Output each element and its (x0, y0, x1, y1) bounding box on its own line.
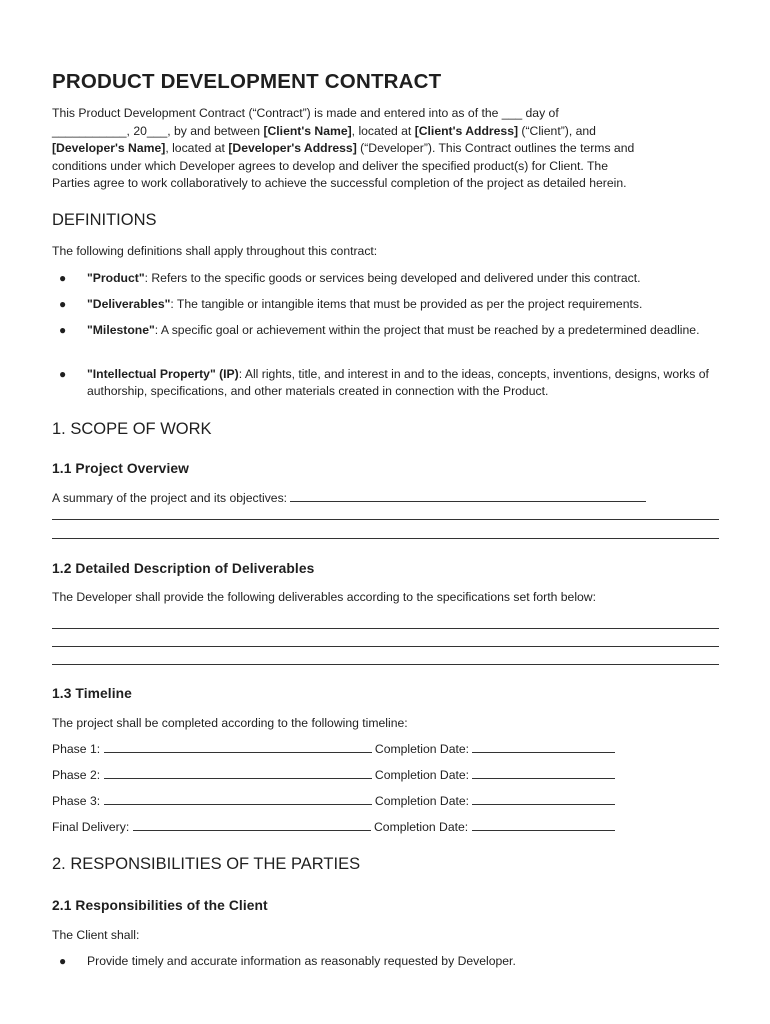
timeline-row-final-delivery: Final Delivery: Completion Date: (52, 819, 615, 834)
scope-heading: 1. SCOPE OF WORK (52, 420, 212, 438)
phase-1-date-field[interactable] (472, 741, 615, 753)
timeline-heading: 1.3 Timeline (52, 686, 132, 701)
intro-line-1: This Product Development Contract (“Contract”) is made and entered into as of the ___ day of (52, 106, 559, 120)
timeline-row-phase-3: Phase 3: Completion Date: (52, 793, 615, 808)
final-delivery-date-field[interactable] (472, 819, 615, 831)
timeline-row-phase-1: Phase 1: Completion Date: (52, 741, 615, 756)
bullet-icon: ● (59, 271, 67, 285)
intro-line-2: ___________, 20___, by and between [Client's Name], located at [Client's Address] (“Client”), and (52, 123, 596, 138)
bullet-icon: ● (59, 297, 67, 311)
deliverables-blank-line-1[interactable] (52, 628, 719, 629)
timeline-row-phase-2: Phase 2: Completion Date: (52, 767, 615, 782)
overview-blank-line-2[interactable] (52, 519, 719, 520)
intro-line-4: conditions under which Developer agrees to develop and deliver the specified product(s) for Client. The (52, 158, 608, 173)
developer-address-placeholder: [Developer's Address] (228, 141, 357, 155)
intro-line-3: [Developer's Name], located at [Developer's Address] (“Developer”). This Contract outlines the terms and (52, 141, 635, 155)
definitions-heading: DEFINITIONS (52, 211, 157, 229)
bullet-icon: ● (59, 367, 67, 381)
phase-2-description-field[interactable] (104, 767, 372, 779)
developer-name-placeholder: [Developer's Name] (52, 141, 166, 155)
phase-1-description-field[interactable] (104, 741, 372, 753)
deliverables-heading: 1.2 Detailed Description of Deliverables (52, 561, 315, 576)
overview-blank-line[interactable] (290, 490, 646, 502)
deliverables-blank-line-3[interactable] (52, 664, 719, 665)
phase-3-date-field[interactable] (472, 793, 615, 805)
deliverables-blank-line-2[interactable] (52, 646, 719, 647)
final-delivery-description-field[interactable] (133, 819, 371, 831)
phase-2-date-field[interactable] (472, 767, 615, 779)
overview-blank-line-3[interactable] (52, 538, 719, 539)
bullet-icon: ● (59, 954, 67, 968)
definitions-lead: The following definitions shall apply throughout this contract: (52, 244, 378, 258)
phase-3-description-field[interactable] (104, 793, 372, 805)
document-title: PRODUCT DEVELOPMENT CONTRACT (52, 70, 442, 93)
project-overview-lead: A summary of the project and its objectives: (52, 490, 646, 507)
deliverables-lead: The Developer shall provide the following deliverables according to the specifications set forth below: (52, 590, 596, 604)
client-responsibilities-lead: The Client shall: (52, 928, 140, 942)
bullet-icon: ● (59, 323, 67, 337)
responsibilities-heading: 2. RESPONSIBILITIES OF THE PARTIES (52, 855, 361, 873)
client-address-placeholder: [Client's Address] (414, 123, 519, 138)
client-name-placeholder: [Client's Name] (263, 123, 352, 138)
intro-paragraph (52, 105, 720, 193)
timeline-lead: The project shall be completed according to the following timeline: (52, 716, 408, 730)
intro-line-5: Parties agree to work collaboratively to achieve the successful completion of the project as detailed herein. (52, 176, 627, 190)
project-overview-heading: 1.1 Project Overview (52, 461, 189, 476)
client-responsibilities-heading: 2.1 Responsibilities of the Client (52, 898, 268, 913)
